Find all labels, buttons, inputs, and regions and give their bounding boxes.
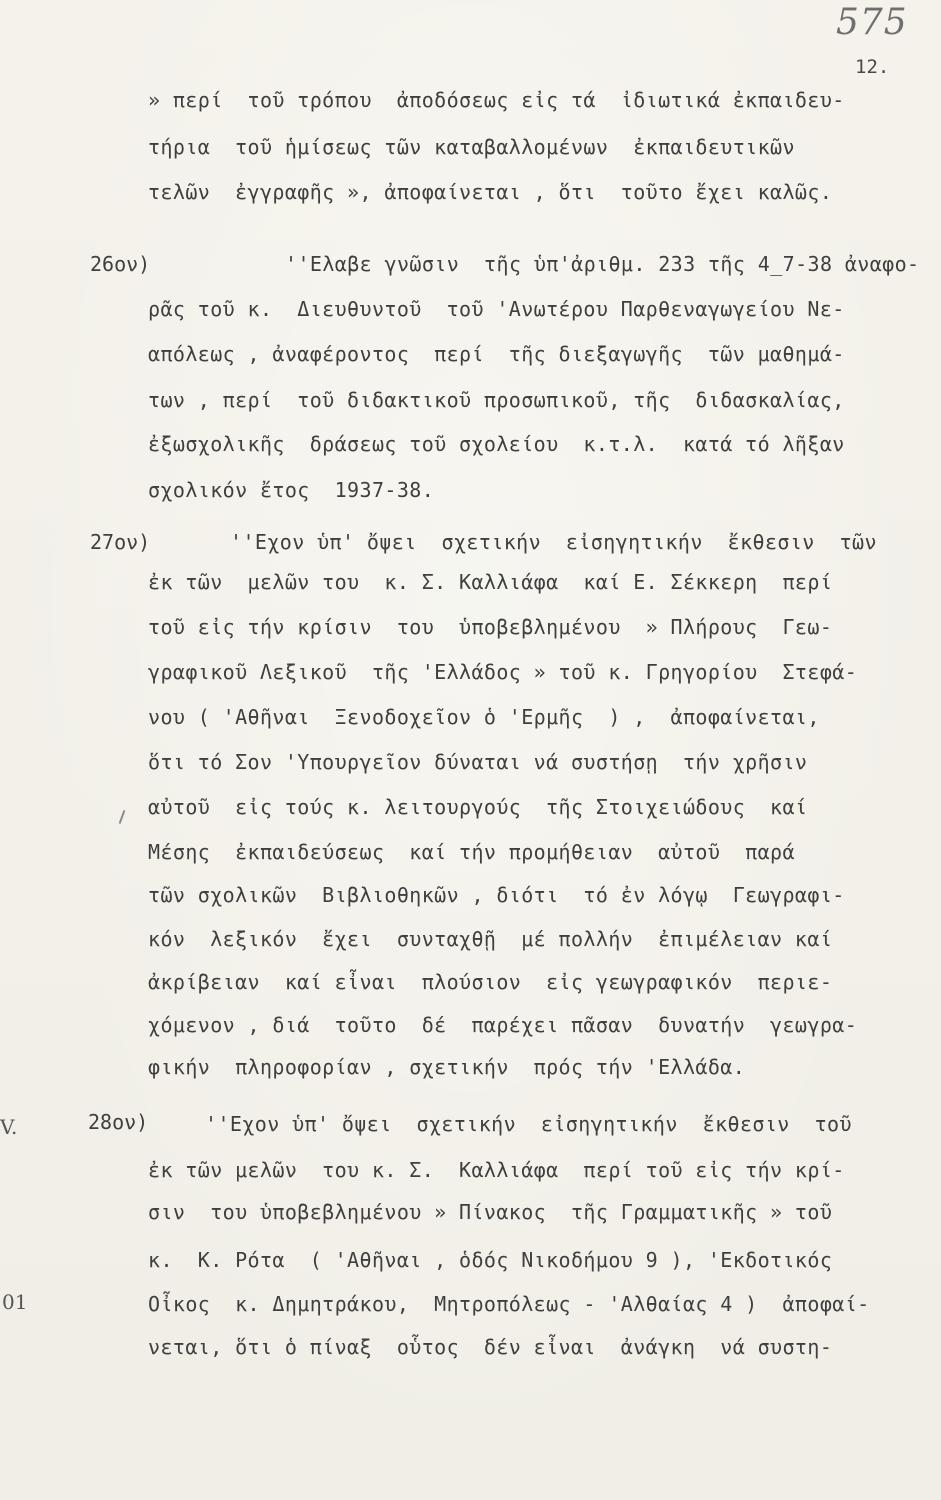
item-26-label: 26ον) xyxy=(90,252,151,276)
margin-tick-mark xyxy=(119,810,126,824)
item-28-line: Οἶκος κ. Δημητράκου, Μητροπόλεως - 'Αλθαίας 4 ) ἀποφαί- xyxy=(148,1292,870,1316)
item-27-line: φικήν πληροφορίαν , σχετικήν πρός τήν 'Ελλάδα. xyxy=(148,1055,746,1079)
typed-page-number: 12. xyxy=(855,56,890,78)
margin-mark-01: 01 xyxy=(2,1290,28,1314)
item-26-line: ἐξωσχολικῆς δράσεως τοῦ σχολείου κ.τ.λ. κατά τό λῆξαν xyxy=(148,432,845,456)
item-27-line: χόμενον , διά τοῦτο δέ παρέχει πᾶσαν δυνατήν γεωγρα- xyxy=(148,1013,858,1037)
item-27-line: αὐτοῦ εἰς τούς κ. λειτουργούς τῆς Στοιχειώδους καί xyxy=(148,795,808,819)
item-28-label: 28ον) xyxy=(88,1110,149,1134)
item-26-line: των , περί τοῦ διδακτικοῦ προσωπικοῦ, τῆς διδασκαλίας, xyxy=(148,388,845,412)
margin-mark-v: V. xyxy=(0,1115,18,1139)
item-27-label: 27ον) xyxy=(90,530,151,554)
item-27-line: ὅτι τό Σον 'Υπουργεῖον δύναται νά συστήσῃ τήν χρῆσιν xyxy=(148,750,808,774)
item-26-line: ρᾶς τοῦ κ. Διευθυντοῦ τοῦ 'Ανωτέρου Παρθεναγωγείου Νε- xyxy=(148,297,845,321)
item-27-line: ἐκ τῶν μελῶν του κ. Σ. Καλλιάφα καί Ε. Σέκκερη περί xyxy=(148,570,833,594)
item-28-line: κ. Κ. Ρότα ( 'Αθῆναι , ὁδός Νικοδήμου 9 ), 'Εκδοτικός xyxy=(148,1248,833,1272)
item-27-line: κόν λεξικόν ἔχει συνταχθῇ μέ πολλήν ἐπιμέλειαν καί xyxy=(148,927,833,951)
intro-line: τελῶν ἐγγραφῆς », ἀποφαίνεται , ὅτι τοῦτο ἔχει καλῶς. xyxy=(148,180,833,204)
item-28-line: σιν του ὑποβεβλημένου » Πίνακος τῆς Γραμματικῆς » τοῦ xyxy=(148,1200,833,1224)
item-27-line: τοῦ εἰς τήν κρίσιν του ὑποβεβλημένου » Πλήρους Γεω- xyxy=(148,615,833,639)
item-27-line: Μέσης ἐκπαιδεύσεως καί τήν προμήθειαν αὐτοῦ παρά xyxy=(148,840,795,864)
item-26-line: ''Ελαβε γνῶσιν τῆς ὑπ'ἀριθμ. 233 τῆς 4_7-38 ἀναφο- xyxy=(285,252,920,276)
item-27-line: νου ( 'Αθῆναι Ξενοδοχεῖον ὁ 'Ερμῆς ) , ἀποφαίνεται, xyxy=(148,705,820,729)
item-27-line: γραφικοῦ Λεξικοῦ τῆς 'Ελλάδος » τοῦ κ. Γρηγορίου Στεφά- xyxy=(148,660,858,684)
item-28-line: ἐκ τῶν μελῶν του κ. Σ. Καλλιάφα περί τοῦ εἰς τήν κρί- xyxy=(148,1158,845,1182)
item-26-line: απόλεως , ἀναφέροντος περί τῆς διεξαγωγῆς τῶν μαθημά- xyxy=(148,342,845,366)
item-26-line: σχολικόν ἔτος 1937-38. xyxy=(148,478,435,502)
intro-line: τήρια τοῦ ἡμίσεως τῶν καταβαλλομένων ἐκπαιδευτικῶν xyxy=(148,135,795,159)
item-28-line: νεται, ὅτι ὁ πίναξ οὗτος δέν εἶναι ἀνάγκη νά συστη- xyxy=(148,1335,833,1359)
item-27-line: ἀκρίβειαν καί εἶναι πλούσιον εἰς γεωγραφικόν περιε- xyxy=(148,970,833,994)
intro-line: » περί τοῦ τρόπου ἀποδόσεως εἰς τά ἰδιωτικά ἐκπαιδευ- xyxy=(148,88,845,112)
item-28-line: ''Εχον ὑπ' ὄψει σχετικήν εἰσηγητικήν ἔκθεσιν τοῦ xyxy=(205,1112,852,1136)
item-27-line: τῶν σχολικῶν Βιβλιοθηκῶν , διότι τό ἐν λόγῳ Γεωγραφι- xyxy=(148,883,845,907)
handwritten-page-number: 575 xyxy=(836,2,908,43)
item-27-line: ''Εχον ὑπ' ὄψει σχετικήν εἰσηγητικήν ἔκθεσιν τῶν xyxy=(230,530,877,554)
